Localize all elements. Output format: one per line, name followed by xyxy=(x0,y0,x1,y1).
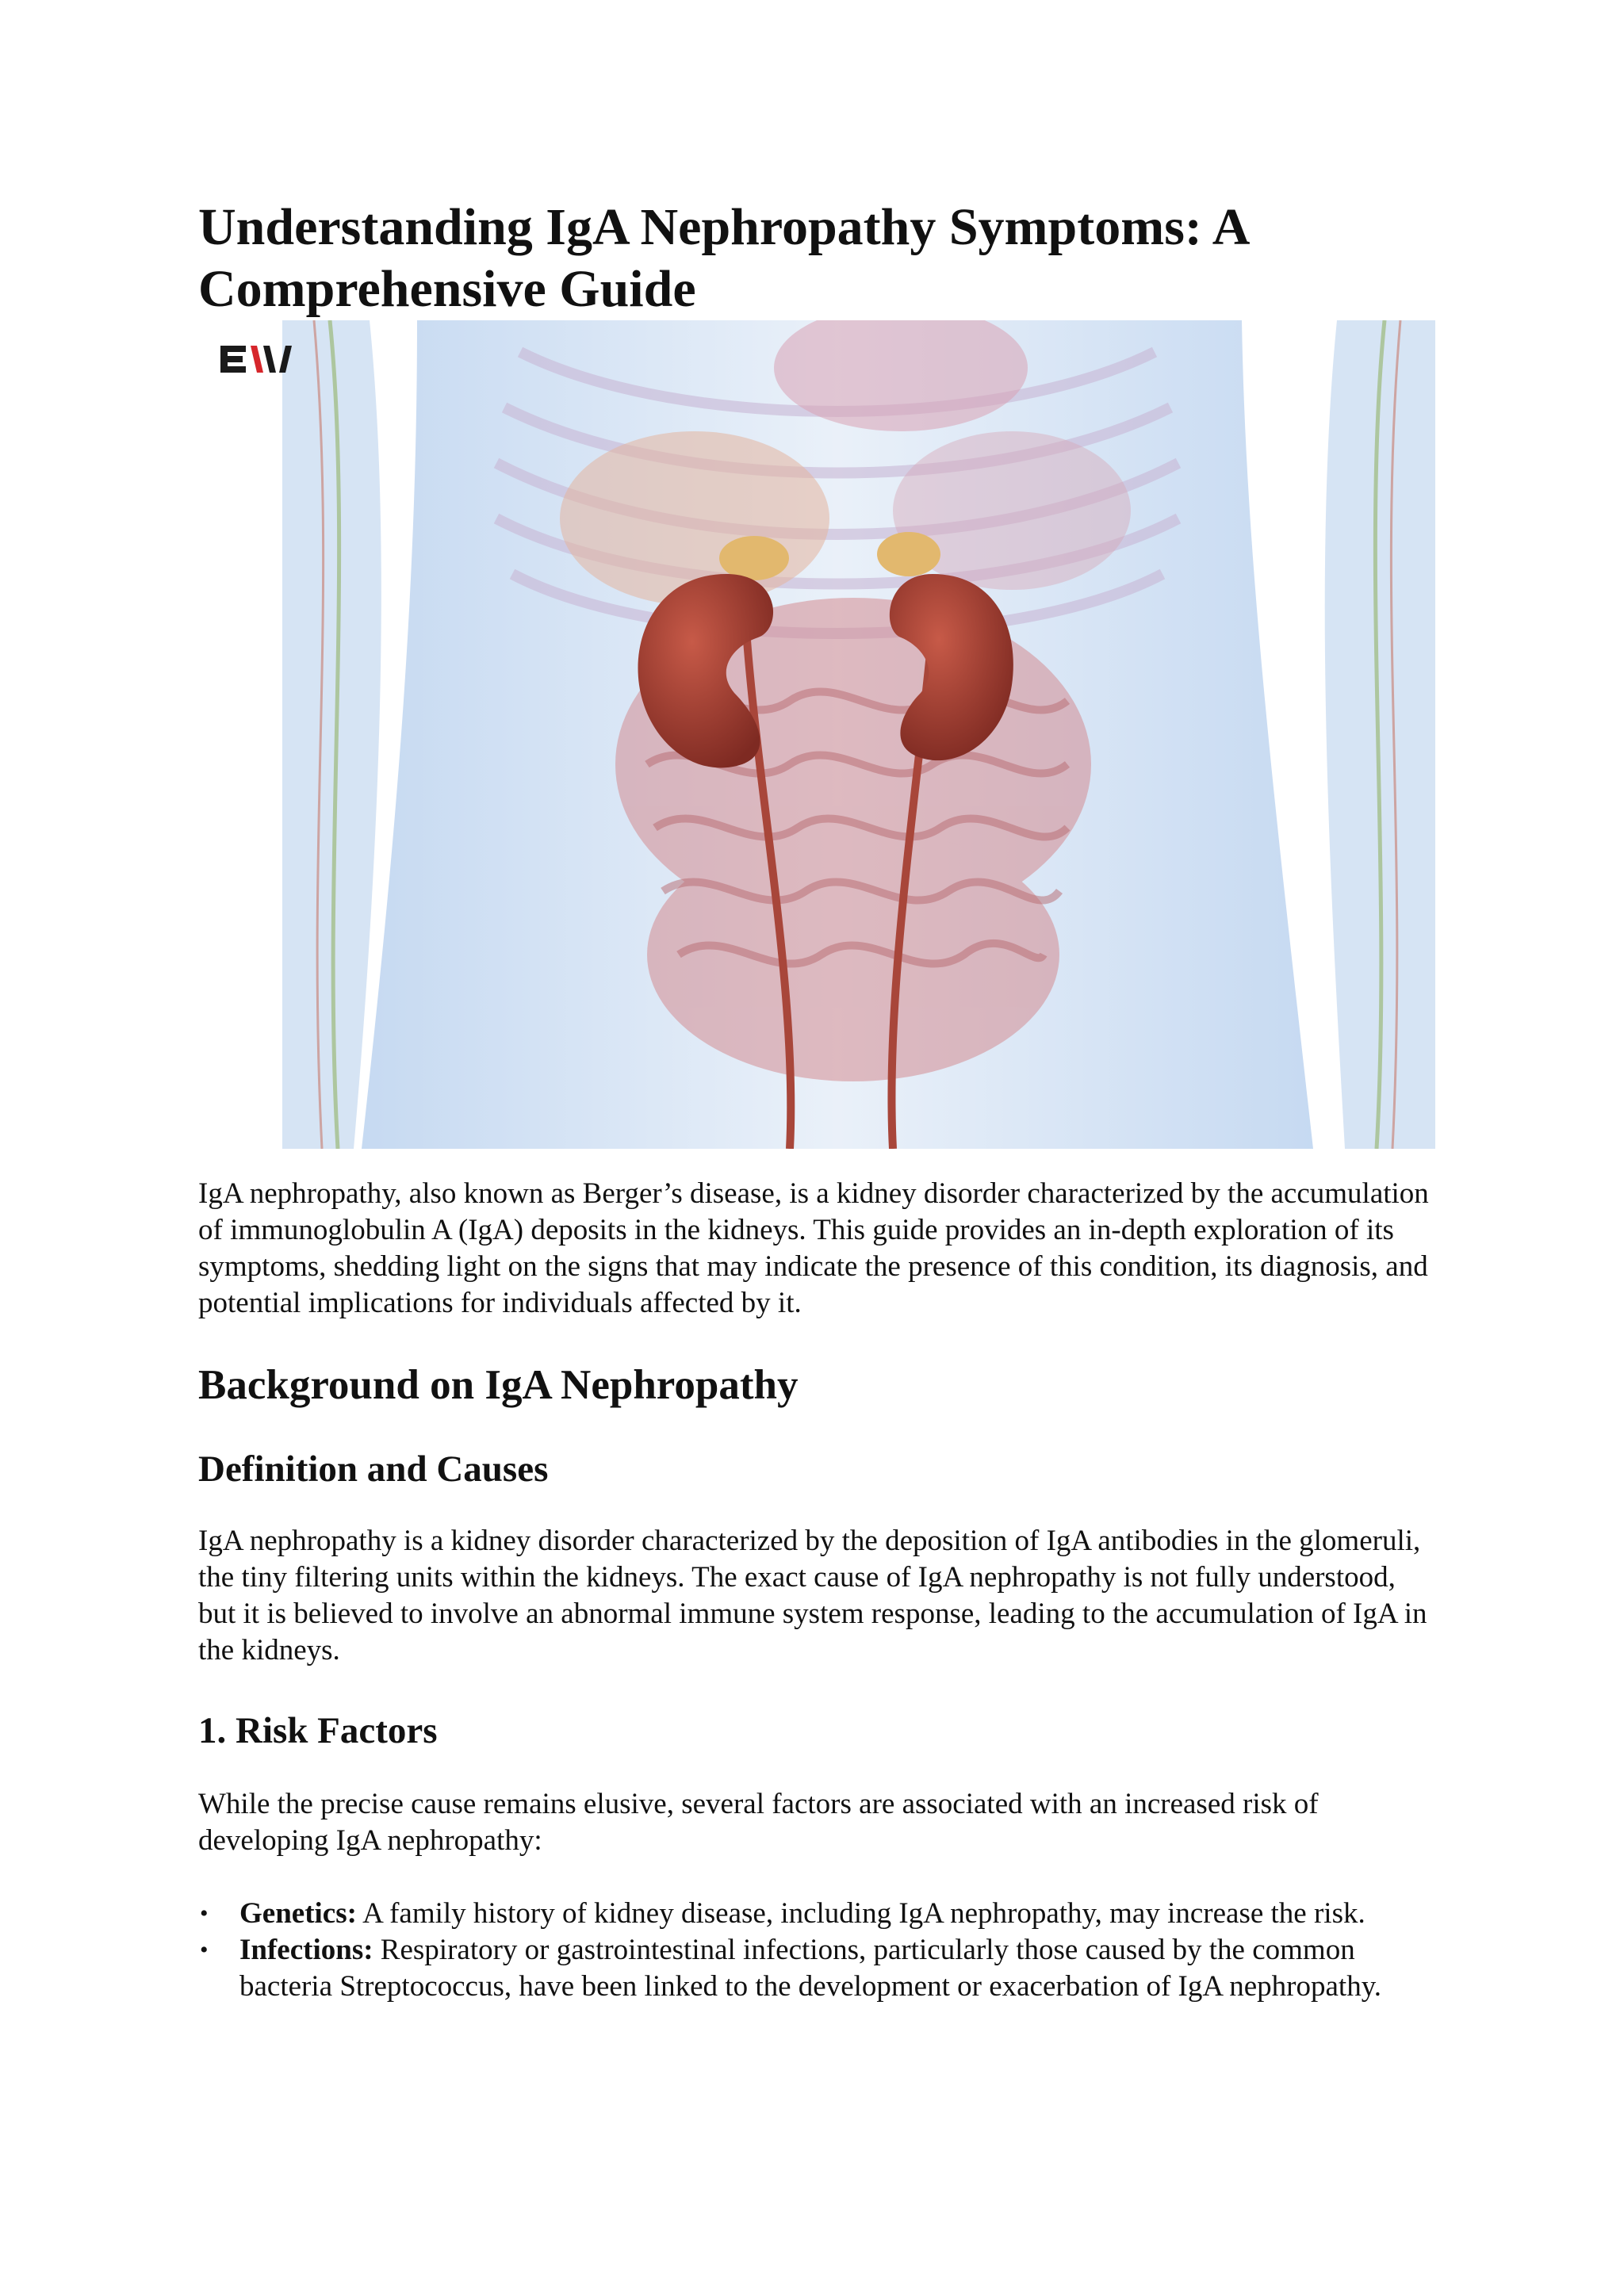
list-item-text: Respiratory or gastrointestinal infections, particularly those caused by the common bacteria Streptococcus, have been linked to the development or exacerbation of IgA nephropathy. xyxy=(239,1934,1382,2003)
risk-factors-heading: 1. Risk Factors xyxy=(198,1710,438,1751)
bullet-dot-icon: • xyxy=(200,1900,209,1927)
risk-factors-intro: While the precise cause remains elusive, several factors are associated with an increased risk of developing IgA nephropathy: xyxy=(198,1788,1319,1857)
kidney-anatomy-illustration xyxy=(282,320,1435,1149)
list-item xyxy=(200,1896,1435,1932)
risk-factors-list xyxy=(198,1896,1435,2005)
list-item-term: Infections: xyxy=(239,1934,373,1966)
article-title: Understanding IgA Nephropathy Symptoms: A Comprehensive Guide xyxy=(198,198,1247,318)
bullet-dot-icon: • xyxy=(200,1937,209,1963)
article xyxy=(198,197,1435,2005)
list-item-term: Genetics: xyxy=(239,1897,357,1930)
section-heading: Background on IgA Nephropathy xyxy=(198,1362,799,1408)
ew-logo xyxy=(219,342,295,380)
subsection-heading: Definition and Causes xyxy=(198,1448,549,1490)
hero-image xyxy=(198,320,1435,1149)
list-item-text: A family history of kidney disease, including IgA nephropathy, may increase the risk. xyxy=(356,1897,1365,1930)
list-item xyxy=(200,1932,1435,2005)
definition-paragraph: IgA nephropathy is a kidney disorder characterized by the deposition of IgA antibodies in the glomeruli, the tiny filtering units within the kidneys. The exact cause of IgA nephropathy is not fully understood, but it is believed to involve an abnormal immune system response, leading to the accumulation of IgA in the kidneys. xyxy=(198,1525,1427,1667)
intro-paragraph: IgA nephropathy, also known as Berger’s disease, is a kidney disorder characterized by the accumulation of immunoglobulin A (IgA) deposits in the kidneys. This guide provides an in-depth exploration of its symptoms, shedding light on the signs that may indicate the presence of this condition, its diagnosis, and potential implications for individuals affected by it. xyxy=(198,1177,1429,1319)
